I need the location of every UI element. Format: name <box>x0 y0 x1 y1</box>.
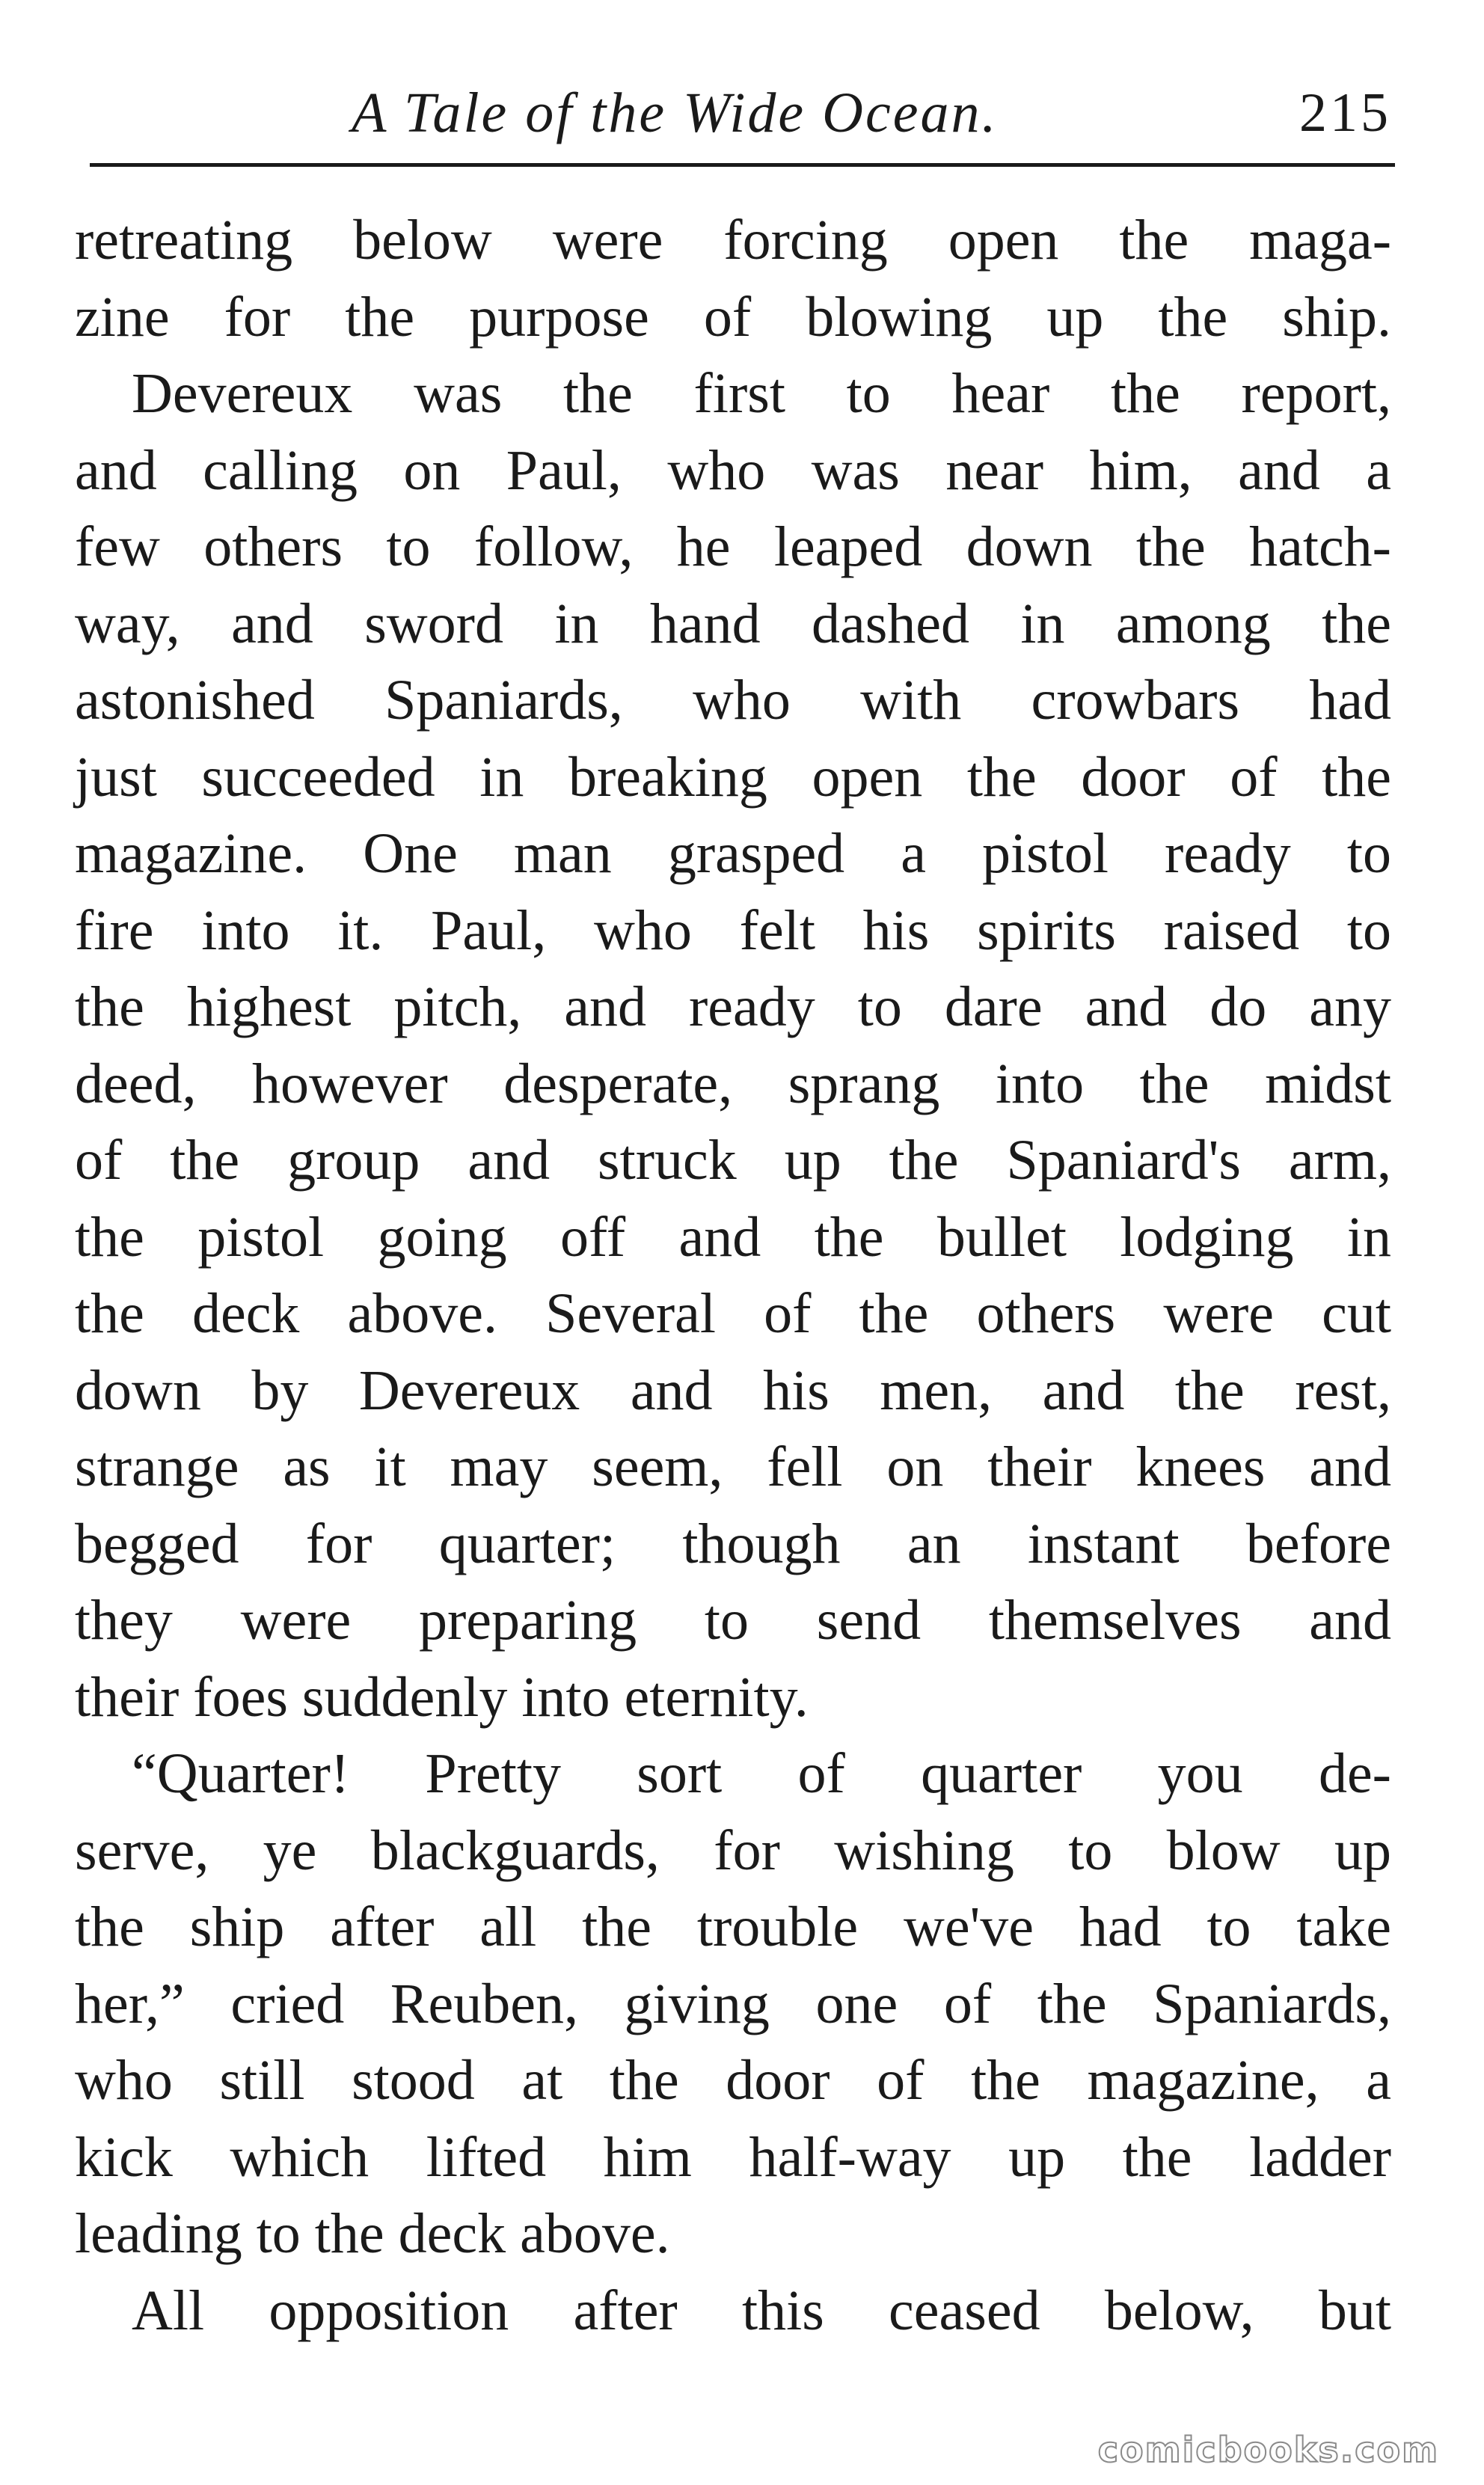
text-line: the ship after all the trouble we've had to take <box>75 1896 1391 1958</box>
page-number: 215 <box>1299 82 1391 144</box>
text-line: All opposition after this ceased below, but <box>132 2279 1391 2342</box>
text-line: zine for the purpose of blowing up the ship. <box>75 285 1391 349</box>
text-line: strange as it may seem, fell on their knees and <box>75 1435 1391 1498</box>
text-line: just succeeded in breaking open the door of the <box>75 745 1391 809</box>
text-line: the pistol going off and the bullet lodging in <box>75 1205 1391 1269</box>
text-line: magazine. One man grasped a pistol ready to <box>75 822 1391 885</box>
text-line: who still stood at the door of the magazine, a <box>75 2049 1391 2112</box>
text-line: and calling on Paul, who was near him, and a <box>75 438 1391 502</box>
text-line: serve, ye blackguards, for wishing to blow up <box>75 1818 1391 1882</box>
text-line: astonished Spaniards, who with crowbars had <box>75 669 1391 732</box>
text-line: few others to follow, he leaped down the hatch- <box>75 515 1391 578</box>
text-line: their foes suddenly into eternity. <box>75 1665 809 1729</box>
header-rule <box>90 163 1395 167</box>
text-line: of the group and struck up the Spaniard's arm, <box>75 1129 1391 1192</box>
text-line: leading to the deck above. <box>75 2202 670 2265</box>
text-line: deed, however desperate, sprang into the midst <box>75 1052 1391 1115</box>
text-line: way, and sword in hand dashed in among the <box>75 592 1391 655</box>
running-head <box>90 72 1406 154</box>
text-line: Devereux was the first to hear the report, <box>132 362 1391 425</box>
body-text <box>75 202 1391 2349</box>
text-line: kick which lifted him half-way up the ladder <box>75 2125 1391 2189</box>
text-line: the highest pitch, and ready to dare and do any <box>75 975 1391 1038</box>
text-line: down by Devereux and his men, and the rest, <box>75 1358 1391 1422</box>
text-line: fire into it. Paul, who felt his spirits raised to <box>75 898 1391 962</box>
text-line: “Quarter! Pretty sort of quarter you de- <box>132 1742 1391 1805</box>
text-line: the deck above. Several of the others were cut <box>75 1282 1391 1345</box>
running-title: A Tale of the Wide Ocean. <box>352 82 999 144</box>
text-line: begged for quarter; though an instant before <box>75 1512 1391 1575</box>
watermark: comicbooks.com <box>1097 2430 1439 2470</box>
text-line: retreating below were forcing open the maga- <box>75 209 1391 272</box>
text-line: her,” cried Reuben, giving one of the Spaniards, <box>75 1972 1391 2035</box>
text-line: they were preparing to send themselves and <box>75 1589 1391 1652</box>
